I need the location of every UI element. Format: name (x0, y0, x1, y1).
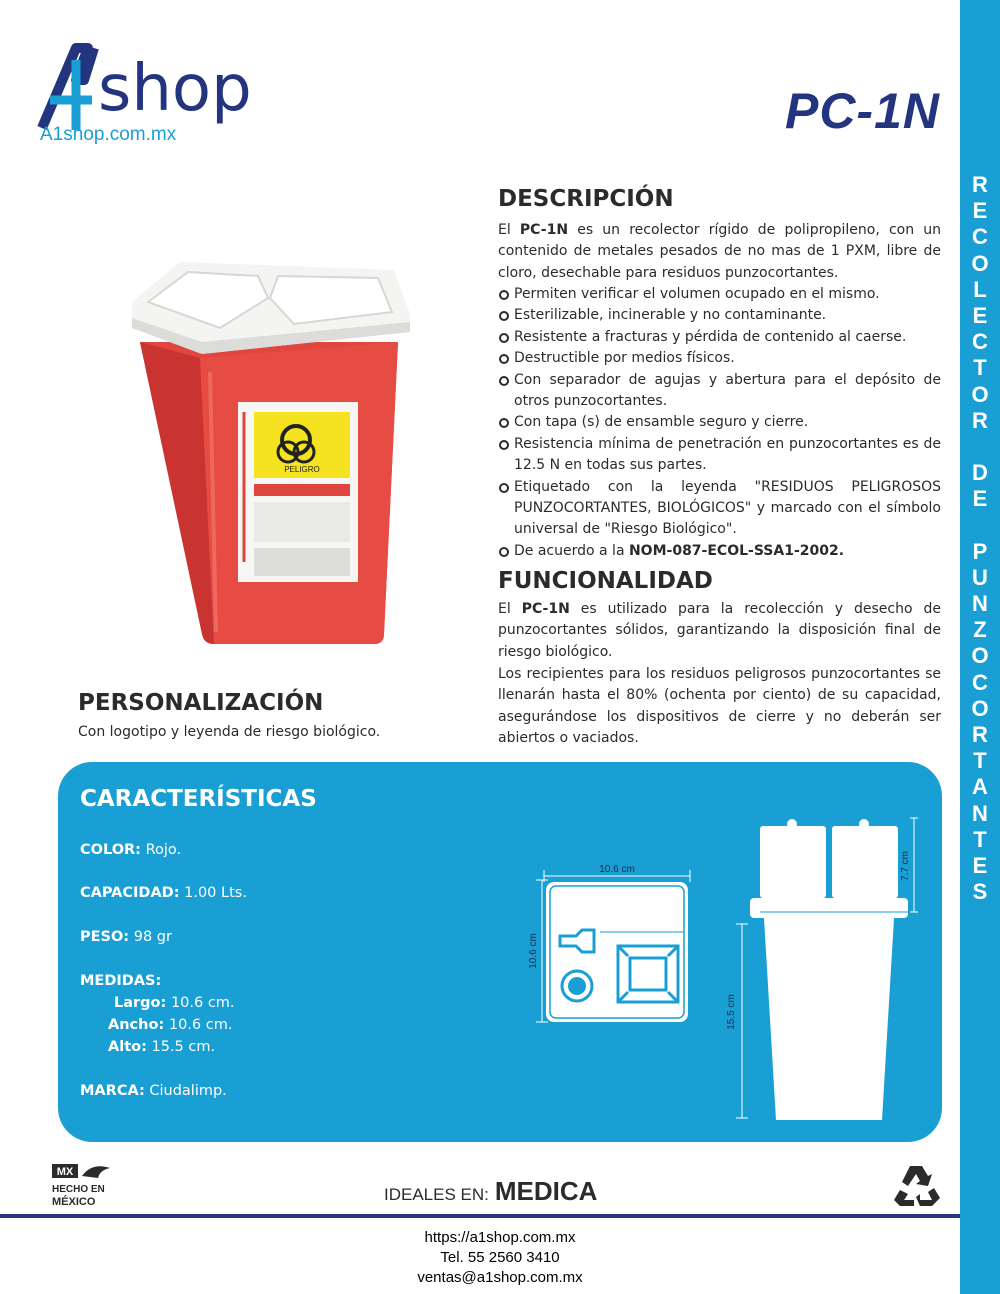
side-letter: T (973, 748, 987, 774)
dim-top-width: 10.6 cm (599, 864, 635, 875)
dim-body-height: 15.5 cm (726, 994, 737, 1030)
feature-text: Esterilizable, incinerable y no contaminante. (514, 307, 827, 324)
feature-text: Con separador de agujas y abertura para el depósito de otros punzocortantes. (514, 371, 941, 410)
website-link[interactable]: https://a1shop.com.mx (424, 1229, 576, 1246)
norm-code: NOM-087-ECOL-SSA1-2002. (628, 542, 845, 559)
side-letter: E (972, 302, 988, 328)
bullet-icon (499, 376, 509, 386)
side-letter: R (972, 721, 988, 747)
side-letter: N (972, 800, 988, 826)
length-value: 10.6 cm. (170, 995, 235, 1011)
feature-text: Permiten verificar el volumen ocupado en el mismo. (514, 286, 880, 302)
feature-item-norm (498, 541, 941, 562)
feature-text: Resistencia mínima de penetración en punzocortantes es de 12.5 N en todas sus partes. (514, 435, 941, 474)
spec-color (80, 842, 181, 858)
product-photo (128, 262, 414, 648)
feature-item (498, 284, 941, 305)
side-letter: U (972, 564, 988, 590)
feature-text: Destructible por medios físicos. (514, 350, 735, 367)
feature-item (498, 370, 941, 413)
feature-item (498, 305, 941, 326)
svg-text:shop: shop (98, 52, 252, 126)
func-prefix: El (498, 601, 522, 617)
dimension-diagram (520, 800, 930, 1130)
model-code: PC-1N (784, 83, 940, 139)
side-letter: C (972, 224, 988, 250)
brand-label: MARCA: (80, 1083, 145, 1099)
func-model: PC-1N (521, 601, 570, 617)
side-letter: S (972, 879, 988, 905)
side-letter: P (972, 538, 988, 564)
intro-prefix: El (498, 222, 520, 238)
feature-text: Con tapa (s) de ensamble seguro y cierre. (514, 414, 809, 431)
logo-graphic (36, 40, 286, 150)
spec-height (108, 1039, 215, 1055)
spec-measures (80, 973, 161, 989)
measures-label: MEDIDAS: (80, 973, 162, 989)
peligro-label: PELIGRO (284, 465, 320, 474)
feature-item (498, 348, 941, 369)
side-letter: R (972, 407, 988, 433)
ideal-label: IDEALES EN: (384, 1185, 489, 1204)
contact-block (380, 1228, 620, 1288)
feature-text: Resistente a fracturas y pérdida de contenido al caerse. (514, 328, 907, 345)
capacity-label: CAPACIDAD: (80, 885, 180, 901)
length-label: Largo: (114, 995, 167, 1011)
spec-width (108, 1017, 232, 1033)
characteristics-title: CARACTERÍSTICAS (80, 786, 317, 812)
feature-item (498, 412, 941, 433)
bullet-icon (499, 311, 509, 321)
side-letter: O (971, 643, 989, 669)
feature-list (498, 284, 941, 562)
dim-lid-height: 7.7 cm (900, 850, 911, 882)
ideal-value: MEDICA (494, 1176, 598, 1206)
side-letter: E (972, 852, 988, 878)
spec-weight (80, 929, 172, 945)
side-letter: C (972, 669, 988, 695)
side-letter: C (972, 329, 988, 355)
recycle-icon (892, 1162, 942, 1208)
side-letter: N (972, 591, 988, 616)
feature-item (498, 434, 941, 477)
mexico-text: MÉXICO (52, 1196, 96, 1208)
description-title: DESCRIPCIÓN (498, 186, 674, 212)
side-letter: D (972, 460, 988, 486)
side-letter: E (972, 198, 988, 224)
side-letter (977, 512, 983, 538)
feature-item (498, 477, 941, 541)
side-letter: T (973, 826, 987, 852)
logo-url: A1shop.com.mx (40, 124, 177, 145)
side-letter: O (971, 250, 989, 276)
bullet-icon (499, 354, 509, 364)
a1shop-logo[interactable] (36, 40, 286, 150)
phone-text: Tel. 55 2560 3410 (440, 1249, 560, 1266)
bullet-icon (499, 547, 509, 557)
email-link[interactable]: ventas@a1shop.com.mx (417, 1269, 583, 1286)
side-letter (977, 434, 983, 460)
personalization-text: Con logotipo y leyenda de riesgo biológico. (78, 724, 381, 740)
side-vertical-label (960, 172, 1000, 905)
side-letter: T (973, 355, 987, 381)
capacity-value: 1.00 Lts. (184, 885, 247, 901)
feature-text: Etiquetado con la leyenda "RESIDUOS PELIGROSOS PUNZOCORTANTES, BIOLÓGICOS" y marcado con el símbolo universal de "Riesgo Biológico". (514, 478, 941, 538)
weight-value: 98 gr (133, 929, 172, 945)
color-label: COLOR: (80, 842, 141, 858)
height-value: 15.5 cm. (151, 1039, 216, 1055)
width-value: 10.6 cm. (168, 1017, 233, 1033)
personalization-title: PERSONALIZACIÓN (78, 690, 324, 716)
func-text: es utilizado para la recolección y desecho de punzocortantes sólidos, garantizando la disposición final de riesgo biológico. (498, 601, 941, 660)
hecho-en-mexico-logo (52, 1162, 116, 1208)
feature-item (498, 327, 941, 348)
bullet-icon (499, 333, 509, 343)
dim-top-height: 10.6 cm (528, 933, 539, 969)
side-letter: O (971, 381, 989, 407)
hecho-en-text: HECHO EN (52, 1184, 105, 1195)
functionality-paragraph-2: Los recipientes para los residuos peligrosos punzocortantes se llenarán hasta el 80% (ochenta por ciento) de su capacidad, asegurándose los dispositivos de cierre y no deberán ser abiertos o vaciados. (498, 666, 941, 747)
weight-label: PESO: (80, 929, 130, 945)
side-letter: A (972, 774, 988, 800)
height-label: Alto: (108, 1039, 147, 1055)
functionality-title: FUNCIONALIDAD (498, 568, 713, 594)
bullet-icon (499, 440, 509, 450)
bullet-icon (499, 483, 509, 493)
side-letter: R (972, 172, 988, 197)
ideal-for (384, 1176, 597, 1207)
spec-length (114, 995, 235, 1011)
brand-value: Ciudalimp. (149, 1083, 227, 1099)
color-value: Rojo. (145, 842, 182, 858)
spec-capacity (80, 885, 247, 901)
mx-badge: MX (56, 1166, 74, 1178)
side-letter: Z (973, 617, 987, 643)
intro-model: PC-1N (519, 222, 569, 238)
side-letter: O (971, 695, 989, 721)
functionality-paragraph-1 (498, 599, 941, 663)
intro-text: es un recolector rígido de polipropileno, con un contenido de metales pesados de no mas de 1 PXM, libre de cloro, desechable para residuos punzocortantes. (498, 222, 941, 281)
norm-prefix: De acuerdo a la (514, 542, 629, 559)
description-intro (498, 220, 941, 284)
side-letter: L (973, 276, 987, 302)
width-label: Ancho: (108, 1017, 165, 1033)
bullet-icon (499, 290, 509, 300)
spec-brand (80, 1083, 227, 1099)
side-letter: E (972, 486, 988, 512)
footer-divider (0, 1214, 960, 1218)
bullet-icon (499, 418, 509, 428)
